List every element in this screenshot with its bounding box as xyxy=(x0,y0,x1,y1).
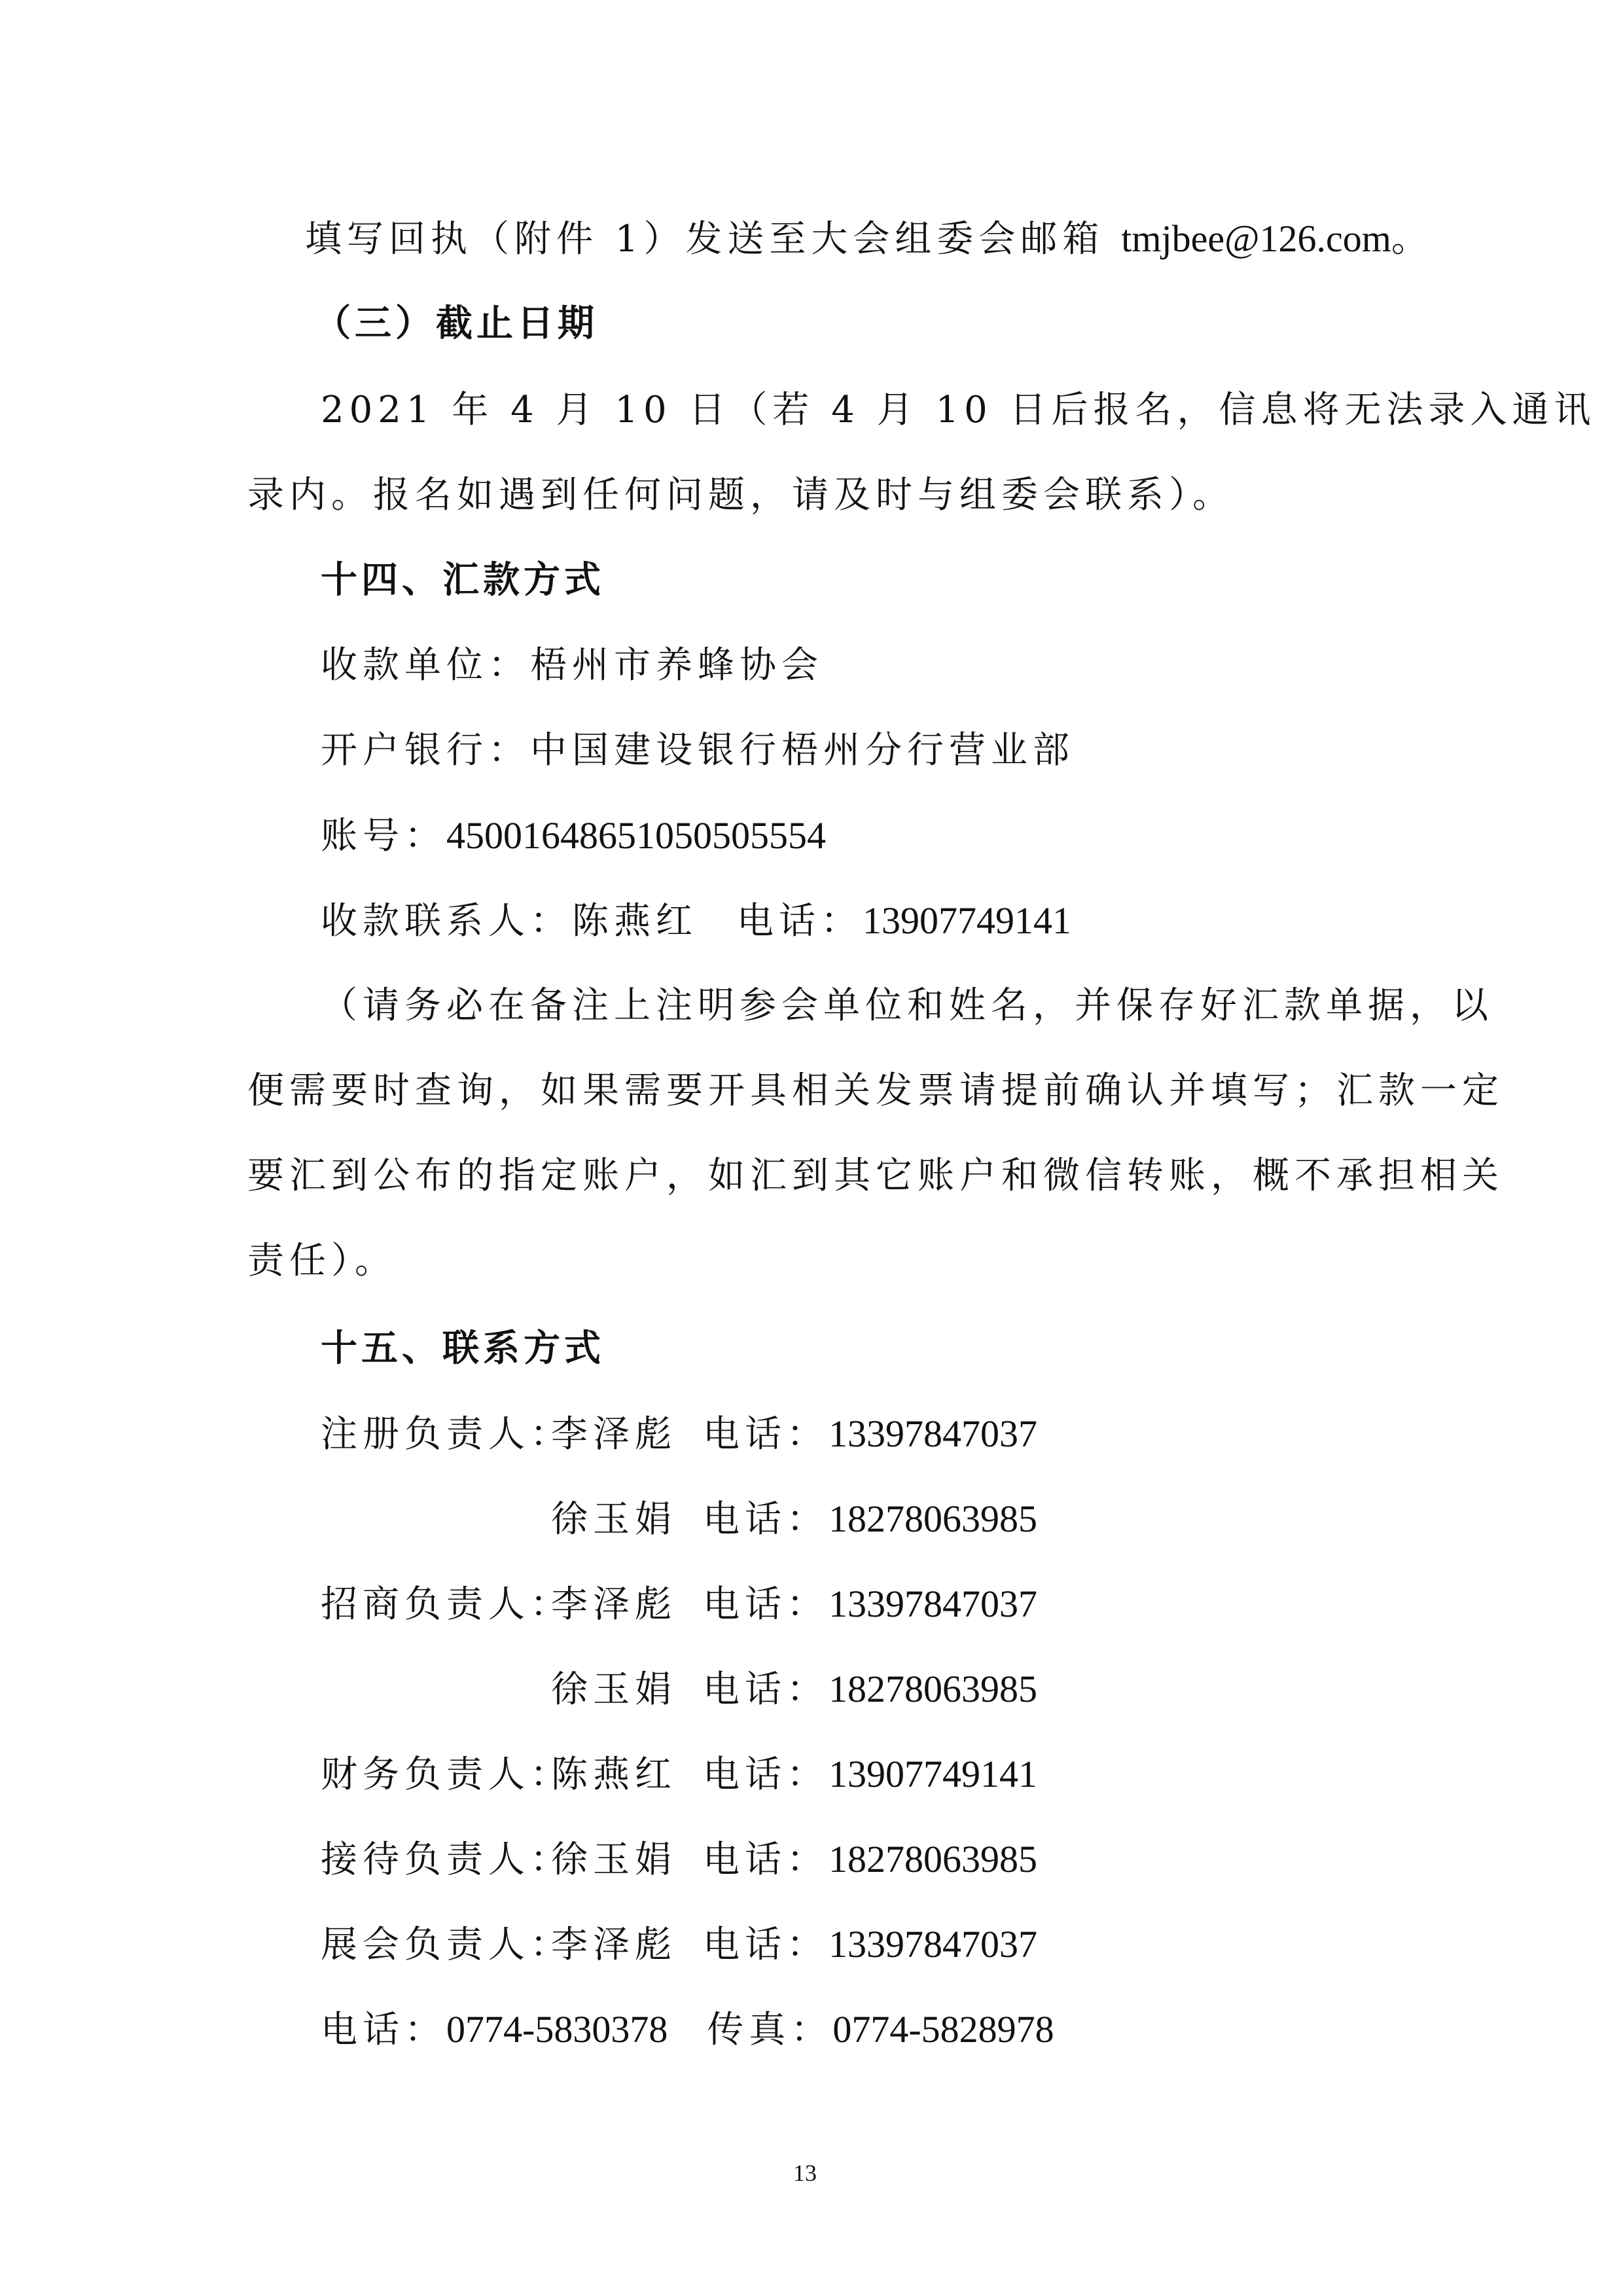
contact-row xyxy=(321,1922,1037,1968)
page-number: 13 xyxy=(793,2160,817,2186)
account-value: 45001648651050505554 xyxy=(446,814,826,857)
note-line-4: 责任）。 xyxy=(247,1240,397,1282)
contact-phone: 18278063985 xyxy=(829,1838,1037,1880)
contact-name: 徐玉娟 xyxy=(551,1839,677,1881)
contact-name: 陈燕红 xyxy=(551,1753,677,1796)
note-line-3: 要汇到公布的指定账户，如汇到其它账户和微信转账，概不承担相关 xyxy=(247,1155,1504,1197)
note-line-2: 便需要时查询，如果需要开具相关发票请提前确认并填写；汇款一定 xyxy=(247,1069,1504,1112)
contact-phone: 13907749141 xyxy=(829,1753,1037,1795)
deadline-heading: （三）截止日期 xyxy=(314,302,598,345)
contact-row xyxy=(321,1751,1037,1798)
payee-label: 收款单位： xyxy=(321,644,530,687)
deadline-line-2: 录内。报名如遇到任何问题，请及时与组委会联系）。 xyxy=(247,474,1234,516)
account-line xyxy=(321,813,826,859)
contact-name: 徐玉娟 xyxy=(551,1498,677,1541)
contacts-heading: 十五、联系方式 xyxy=(321,1327,605,1370)
bank-value: 中国建设银行梧州分行营业部 xyxy=(530,729,1075,772)
contact-row xyxy=(321,1837,1037,1883)
contact-phone-label: 电话： xyxy=(703,1668,829,1711)
payment-heading: 十四、汇款方式 xyxy=(321,559,605,601)
contact-phone-label: 电话： xyxy=(703,1498,829,1541)
contact-phone-label: 电话： xyxy=(703,1413,829,1456)
contact-name: 李泽彪 xyxy=(551,1413,677,1456)
bank-line xyxy=(321,728,1075,774)
payment-contact-phone-label: 电话： xyxy=(737,900,863,942)
fax-label: 传真： xyxy=(707,2009,833,2051)
contact-role: 展会负责人： xyxy=(321,1924,572,1966)
intro-line xyxy=(305,216,1433,262)
payment-contact-line xyxy=(321,898,1071,944)
note-line-1: （请务必在备注上注明参会单位和姓名，并保存好汇款单据，以 xyxy=(321,984,1493,1027)
payment-contact-label: 收款联系人： xyxy=(321,900,572,942)
payee-value: 梧州市养蜂协会 xyxy=(530,644,823,687)
tel-label: 电话： xyxy=(321,2009,446,2051)
intro-end: 。 xyxy=(1391,218,1433,260)
contact-phone: 18278063985 xyxy=(829,1668,1037,1710)
deadline-line-1: 2021 年 4 月 10 日（若 4 月 10 日后报名，信息将无法录入通讯 xyxy=(321,389,1596,431)
contact-row xyxy=(321,1581,1037,1628)
payment-contact-name: 陈燕红 xyxy=(572,900,698,942)
payee-line xyxy=(321,643,823,689)
email-link[interactable]: tmjbee@126.com xyxy=(1121,217,1391,260)
contact-phone: 13397847037 xyxy=(829,1412,1037,1455)
contact-phone-label: 电话： xyxy=(703,1924,829,1966)
account-label: 账号： xyxy=(321,815,446,857)
contact-phone: 18278063985 xyxy=(829,1498,1037,1540)
contact-phone: 13397847037 xyxy=(829,1583,1037,1625)
contact-role: 财务负责人： xyxy=(321,1753,572,1796)
contact-name: 李泽彪 xyxy=(551,1924,677,1966)
contact-role: 接待负责人： xyxy=(321,1839,572,1881)
contact-role: 招商负责人： xyxy=(321,1583,572,1626)
tel-fax-line xyxy=(321,2007,1054,2053)
contact-name: 徐玉娟 xyxy=(551,1668,677,1711)
tel-value: 0774-5830378 xyxy=(446,2008,668,2051)
contact-phone-label: 电话： xyxy=(703,1839,829,1881)
contact-phone-label: 电话： xyxy=(703,1583,829,1626)
bank-label: 开户银行： xyxy=(321,729,530,772)
fax-value: 0774-5828978 xyxy=(832,2008,1054,2051)
payment-contact-phone: 13907749141 xyxy=(863,899,1071,942)
contact-role: 注册负责人： xyxy=(321,1413,572,1456)
contact-row xyxy=(321,1496,1037,1543)
contact-phone: 13397847037 xyxy=(829,1923,1037,1965)
contact-name: 李泽彪 xyxy=(551,1583,677,1626)
contact-row xyxy=(321,1411,1037,1458)
intro-text: 填写回执（附件 1）发送至大会组委会邮箱 xyxy=(305,218,1122,260)
contact-phone-label: 电话： xyxy=(703,1753,829,1796)
contact-row xyxy=(321,1666,1037,1713)
